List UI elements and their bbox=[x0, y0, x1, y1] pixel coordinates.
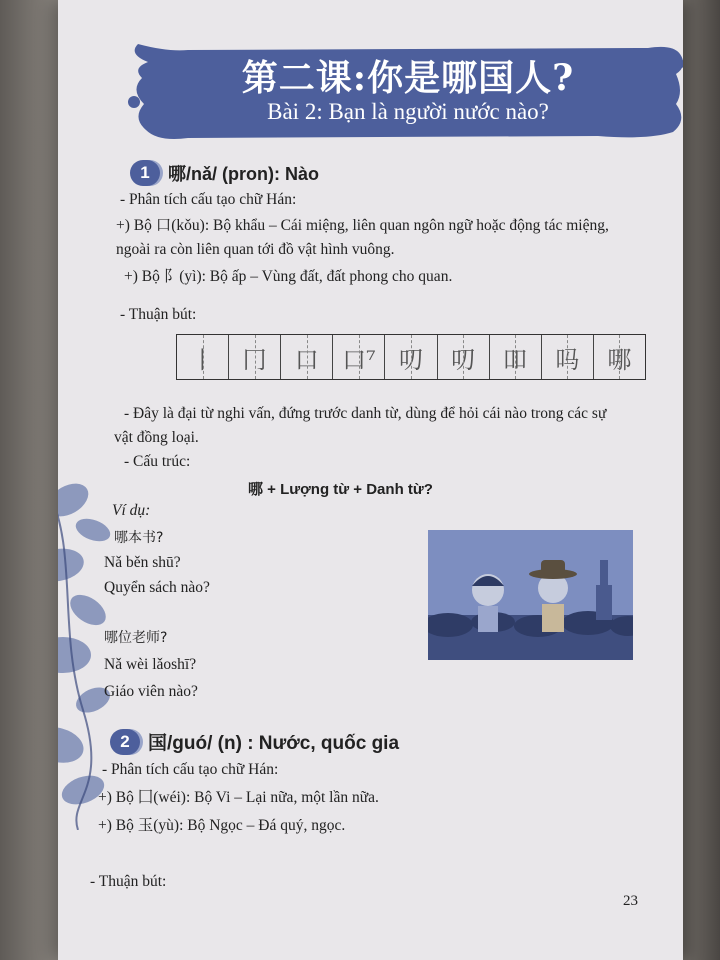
illustration-characters bbox=[428, 530, 633, 660]
section-2-radical-2: +) Bộ 玉(yù): Bộ Ngọc – Đá quý, ngọc. bbox=[98, 817, 346, 834]
section-2-stroke-label: - Thuận bút: bbox=[90, 873, 167, 890]
section-2-title: 国/guó/ (n) : Nước, quốc gia bbox=[148, 733, 400, 754]
stroke-cell: 吗 bbox=[542, 335, 594, 379]
stroke-cell: 吅 bbox=[490, 335, 542, 379]
section-1-stroke-label: - Thuận bút: bbox=[120, 306, 197, 323]
lesson-title-vietnamese: Bài 2: Bạn là người nước nào? bbox=[267, 99, 549, 124]
section-1-title: 哪/nǎ/ (pron): Nào bbox=[168, 164, 319, 184]
section-1-analysis-label: - Phân tích cấu tạo chữ Hán: bbox=[120, 191, 297, 208]
section-1-radical-2: +) Bộ 阝(yì): Bộ ấp – Vùng đất, đất phong cho quan. bbox=[124, 268, 453, 285]
lesson-banner bbox=[128, 44, 683, 140]
example-2-vietnamese: Giáo viên nào? bbox=[104, 683, 198, 700]
stroke-cell: 冂 bbox=[229, 335, 281, 379]
example-2-pinyin: Nǎ wèi lǎoshī? bbox=[104, 656, 197, 673]
stroke-cell: 口 bbox=[281, 335, 333, 379]
section-1-radical-1: +) Bộ 口(kǒu): Bộ khẩu – Cái miệng, liên quan ngôn ngữ hoặc động tác miệng, bbox=[116, 217, 609, 234]
section-1-radical-1-cont: ngoài ra còn liên quan tới đồ vật hình vuông. bbox=[116, 241, 395, 258]
section-2-heading bbox=[110, 728, 399, 755]
example-1-pinyin: Nǎ běn shū? bbox=[104, 554, 181, 571]
example-1-chinese: 哪本书? bbox=[114, 530, 164, 546]
section-1-heading bbox=[130, 160, 319, 186]
stroke-cell: 丨 bbox=[177, 335, 229, 379]
stroke-cell: 哪 bbox=[594, 335, 645, 379]
page-number: 23 bbox=[623, 893, 638, 909]
section-1-description: - Đây là đại từ nghi vấn, đứng trước danh từ, dùng để hỏi cái nào trong các sự bbox=[124, 405, 607, 422]
section-1-description-cont: vật đồng loại. bbox=[114, 429, 199, 446]
stroke-cell: 叨 bbox=[385, 335, 437, 379]
book-page bbox=[58, 0, 683, 960]
section-2-radical-1: +) Bộ 囗(wéi): Bộ Vi – Lại nữa, một lần nữa. bbox=[98, 789, 379, 806]
section-1-number: 1 bbox=[130, 160, 160, 186]
stroke-order-grid bbox=[176, 334, 646, 380]
stroke-cell: 口⁷ bbox=[333, 335, 385, 379]
example-1-vietnamese: Quyển sách nào? bbox=[104, 579, 210, 596]
section-1-structure-label: - Cấu trúc: bbox=[124, 453, 191, 470]
example-label: Ví dụ: bbox=[112, 502, 151, 519]
section-2-analysis-label: - Phân tích cấu tạo chữ Hán: bbox=[102, 761, 279, 778]
section-1-structure: 哪 + Lượng từ + Danh từ? bbox=[248, 481, 433, 498]
section-2-number: 2 bbox=[110, 729, 140, 755]
lesson-title-chinese: 第二课:你是哪国人? bbox=[241, 57, 575, 99]
example-2-chinese: 哪位老师? bbox=[104, 630, 168, 646]
stroke-cell: 叨 bbox=[438, 335, 490, 379]
